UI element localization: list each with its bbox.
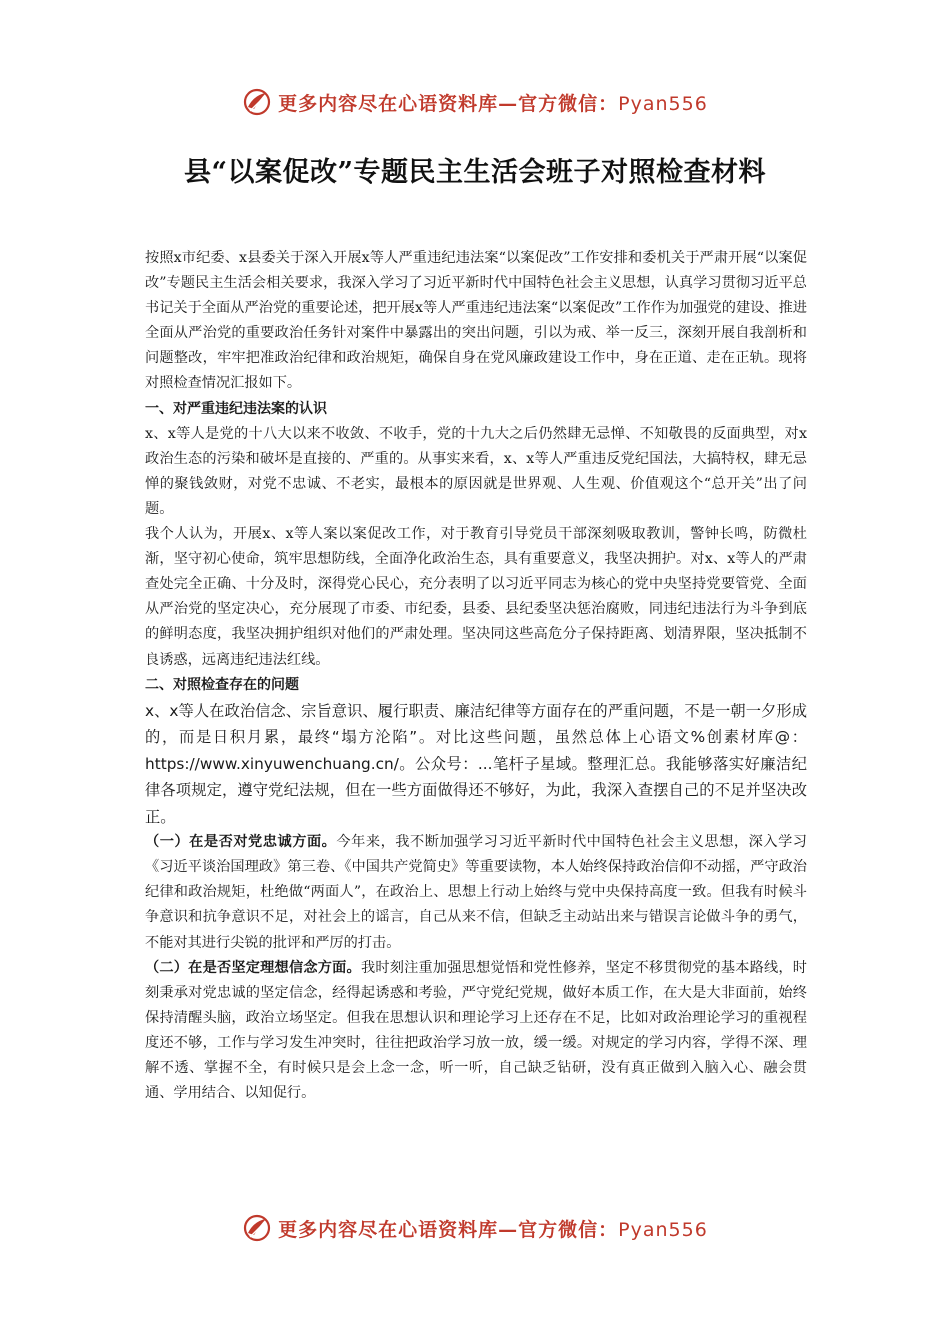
section1-paragraph-1: x、x等人是党的十八大以来不收敛、不收手，党的十九大之后仍然肆无忌惮、不知敬畏的反面典型，对x政治生态的污染和破坏是直接的、严重的。从事实来看，x、x等人严重违反党纪国法，大搞特权，肆无忌惮的聚钱敛财，对党不忠诚、不老实，最根本的原因就是世界观、人生观、价值观这个“总开关”出了问题。 xyxy=(145,425,807,517)
item2-lead: （二）在是否坚定理想信念方面。 xyxy=(145,959,361,976)
document-title: 县“以案促改”专题民主生活会班子对照检查材料 xyxy=(183,157,767,188)
section1-heading: 一、对严重违纪违法案的认识 xyxy=(145,400,327,417)
item1-lead: （一）在是否对党忠诚方面。 xyxy=(145,834,337,851)
banner-text xyxy=(278,1215,708,1242)
header-banner xyxy=(0,82,950,122)
item1-paragraph xyxy=(145,830,807,955)
intro-paragraph: 按照x市纪委、x县委关于深入开展x等人严重违纪违法案“以案促改”工作安排和委机关于严肃开展“以案促改”专题民主生活会相关要求，我深入学习了习近平新时代中国特色社会主义思想，认真学习贯彻习近平总书记关于全面从严治党的重要论述，把开展x等人严重违纪违法案“以案促改”工作作为加强党的建设、推进全面从严治党的重要政治任务针对案件中暴露出的突出问题，引以为戒、举一反三，深刻开展自我剖析和问题整改，牢牢把准政治纪律和政治规矩，确保自身在党风廉政建设工作中，身在正道、走在正轨。现将对照检查情况汇报如下。 xyxy=(145,250,807,392)
section2-heading: 二、对照检查存在的问题 xyxy=(145,676,299,693)
banner-wechat-id: Pyan556 xyxy=(618,92,708,115)
scroll-pen-icon xyxy=(242,1213,272,1243)
item2-paragraph xyxy=(145,956,807,1107)
section1-paragraph-2: 我个人认为，开展x、x等人案以案促改工作，对于教育引导党员干部深刻吸取教训，警钟长鸣，防微杜渐，坚守初心使命，筑牢思想防线，全面净化政治生态，具有重要意义，我坚决拥护。对x、x等人的严肃查处完全正确、十分及时，深得党心民心，充分表明了以习近平同志为核心的党中央坚持党要管党、全面从严治党的坚定决心，充分展现了市委、市纪委，县委、县纪委坚决惩治腐败，同违纪违法行为斗争到底的鲜明态度，我坚决拥护组织对他们的严肃处理。坚决同这些高危分子保持距离、划清界限，坚决抵制不良诱惑，远离违纪违法红线。 xyxy=(145,526,807,668)
banner-text xyxy=(278,89,708,116)
section2-paragraph-1: x、x等人在政治信念、宗旨意识、履行职责、廉洁纪律等方面存在的严重问题，不是一朝一夕形成的，而是日积月累，最终“塌方沦陷”。对比这些问题，虽然总体上心语文%创素材库@：https://www.xinyuwenchuang.cn/。公众号：...笔杆子星域。整理汇总。我能够落实好廉洁纪律各项规定，遵守党纪法规，但在一些方面做得还不够好，为此，我深入查摆自己的不足并坚决改正。 xyxy=(145,701,807,826)
item1-body: 今年来，我不断加强学习习近平新时代中国特色社会主义思想，深入学习《习近平谈治国理政》第三卷、《中国共产党简史》等重要读物，本人始终保持政治信仰不动摇，严守政治纪律和政治规矩，杜绝做“两面人”，在政治上、思想上行动上始终与党中央保持高度一致。但我有时候斗争意识和抗争意识不足，对社会上的谣言，自己从来不信，但缺乏主动站出来与错误言论做斗争的勇气，不能对其进行尖锐的批评和严厉的打击。 xyxy=(145,834,807,951)
footer-banner xyxy=(0,1208,950,1248)
banner-label: 更多内容尽在心语资料库—官方微信： xyxy=(278,92,619,115)
scroll-pen-icon xyxy=(242,87,272,117)
banner-wechat-id: Pyan556 xyxy=(618,1218,708,1241)
document-body xyxy=(145,246,807,1106)
banner-label: 更多内容尽在心语资料库—官方微信： xyxy=(278,1218,619,1241)
item2-body: 我时刻注重加强思想觉悟和党性修养，坚定不移贯彻党的基本路线，时刻秉承对党忠诚的坚定信念，经得起诱惑和考验，严守党纪党规，做好本质工作，在大是大非面前，始终保持清醒头脑，政治立场坚定。但我在思想认识和理论学习上还存在不足，比如对政治理论学习的重视程度还不够，工作与学习发生冲突时，往往把政治学习放一放，缓一缓。对规定的学习内容，学得不深、理解不透、掌握不全，有时候只是会上念一念，听一听，自己缺乏钻研，没有真正做到入脑入心、融会贯通、学用结合、以知促行。 xyxy=(145,959,807,1102)
